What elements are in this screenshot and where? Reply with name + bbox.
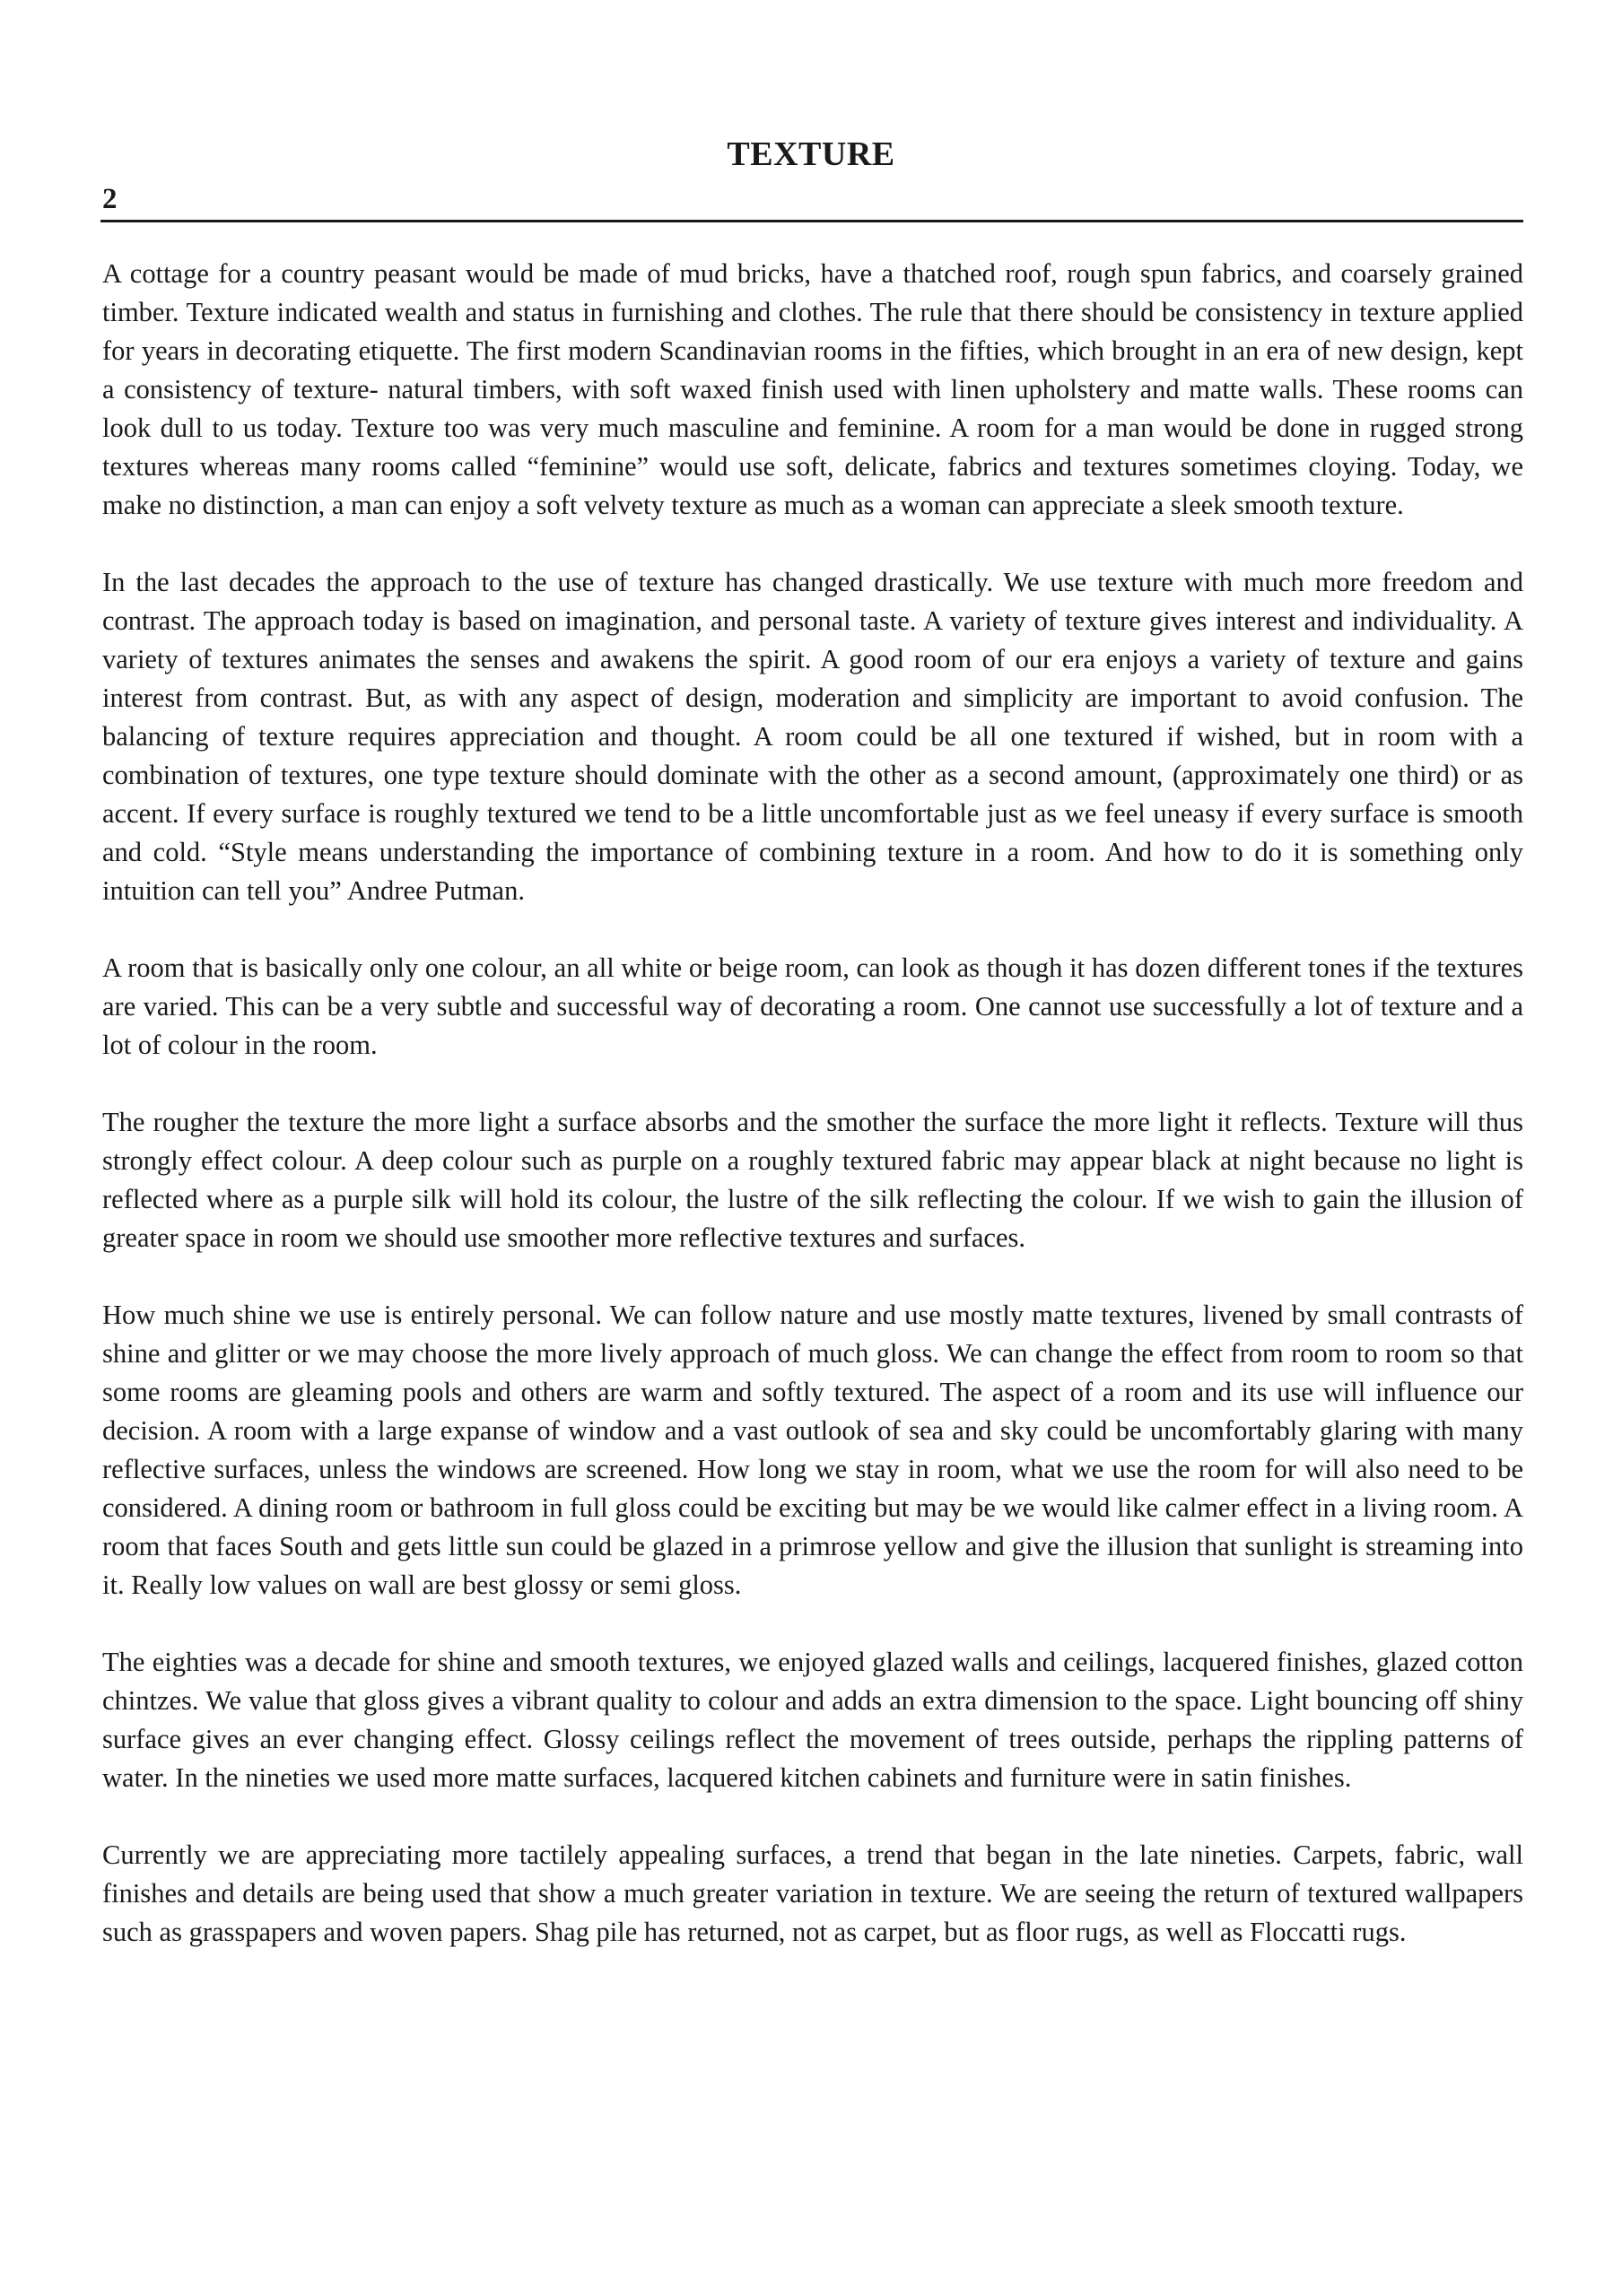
running-head-title: TEXTURE xyxy=(727,135,895,173)
paragraph: The eighties was a decade for shine and smooth textures, we enjoyed glazed walls and ceilings, lacquered finishes, glazed cotton chintzes. We value that gloss gives a vibrant quality to colour and adds an extra dimension to the space. Light bouncing off shiny surface gives an ever changing effect. Glossy ceilings reflect the movement of trees outside, perhaps the rippling patterns of water. In the nineties we used more matte surfaces, lacquered kitchen cabinets and furniture were in satin finishes. xyxy=(102,1647,1523,1793)
paragraph: A room that is basically only one colour, an all white or beige room, can look as though it has dozen different tones if the textures are varied. This can be a very subtle and successful way of decorating a room. One cannot use successfully a lot of texture and a lot of colour in the room. xyxy=(102,952,1523,1060)
paragraph: In the last decades the approach to the use of texture has changed drastically. We use texture with much more freedom and contrast. The approach today is based on imagination, and personal taste. A variety of texture gives interest and individuality. A variety of textures animates the senses and awakens the spirit. A good room of our era enjoys a variety of texture and gains interest from contrast. But, as with any aspect of design, moderation and simplicity are important to avoid confusion. The balancing of texture requires appreciation and thought. A room could be all one textured if wished, but in room with a combination of textures, one type texture should dominate with the other as a second amount, (approximately one third) or as accent. If every surface is roughly textured we tend to be a little uncomfortable just as we feel uneasy if every surface is smooth and cold. “Style means understanding the importance of combining texture in a room. And how to do it is something only intuition can tell you” Andree Putman. xyxy=(102,567,1523,906)
body-text xyxy=(102,255,1523,1952)
header-rule xyxy=(100,220,1523,222)
paragraph: The rougher the texture the more light a surface absorbs and the smother the surface the more light it reflects. Texture will thus strongly effect colour. A deep colour such as purple on a roughly textured fabric may appear black at night because no light is reflected where as a purple silk will hold its colour, the lustre of the silk reflecting the colour. If we wish to gain the illusion of greater space in room we should use smoother more reflective textures and surfaces. xyxy=(102,1107,1523,1253)
paragraph: Currently we are appreciating more tactilely appealing surfaces, a trend that began in the late nineties. Carpets, fabric, wall finishes and details are being used that show a much greater variation in texture. We are seeing the return of textured wallpapers such as grasspapers and woven papers. Shag pile has returned, not as carpet, but as floor rugs, as well as Floccatti rugs. xyxy=(102,1839,1523,1947)
page-number: 2 xyxy=(102,183,118,215)
paragraph: How much shine we use is entirely personal. We can follow nature and use mostly matte textures, livened by small contrasts of shine and glitter or we may choose the more lively approach of much gloss. We can change the effect from room to room so that some rooms are gleaming pools and others are warm and softly textured. The aspect of a room and its use will influence our decision. A room with a large expanse of window and a vast outlook of sea and sky could be uncomfortably glaring with many reflective surfaces, unless the windows are screened. How long we stay in room, what we use the room for will also need to be considered. A dining room or bathroom in full gloss could be exciting but may be we would like calmer effect in a living room. A room that faces South and gets little sun could be glazed in a primrose yellow and give the illusion that sunlight is streaming into it. Really low values on wall are best glossy or semi gloss. xyxy=(102,1300,1523,1600)
paragraph: A cottage for a country peasant would be made of mud bricks, have a thatched roof, rough spun fabrics, and coarsely grained timber. Texture indicated wealth and status in furnishing and clothes. The rule that there should be consistency in texture applied for years in decorating etiquette. The first modern Scandinavian rooms in the fifties, which brought in an era of new design, kept a consistency of texture- natural timbers, with soft waxed finish used with linen upholstery and matte walls. These rooms can look dull to us today. Texture too was very much masculine and feminine. A room for a man would be done in rugged strong textures whereas many rooms called “feminine” would use soft, delicate, fabrics and textures sometimes cloying. Today, we make no distinction, a man can enjoy a soft velvety texture as much as a woman can appreciate a sleek smooth texture. xyxy=(102,258,1523,520)
